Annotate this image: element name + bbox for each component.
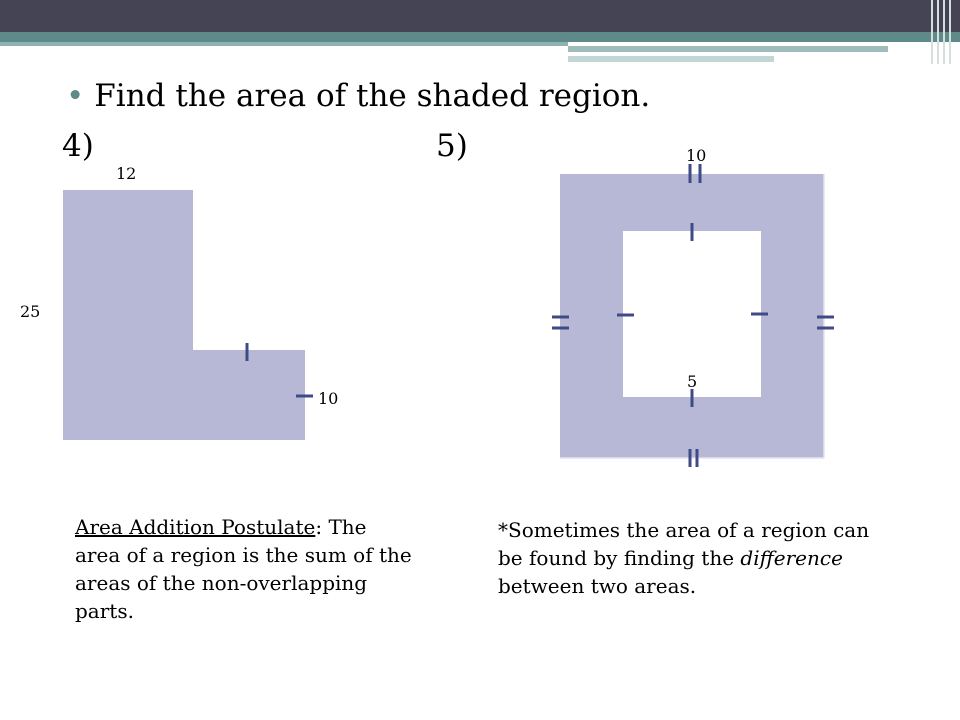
l-shape-region: [63, 190, 305, 440]
difference-suffix: between two areas.: [498, 574, 697, 598]
dimension-label-top: 12: [116, 164, 137, 183]
problem-5-label: 5): [436, 128, 468, 164]
postulate-body: The area of a region is the sum of the areas of the non-overlapping parts.: [75, 515, 412, 623]
postulate-note: [75, 513, 415, 625]
dimension-label-small-side: 10: [318, 389, 339, 408]
title-text: Find the area of the shaded region.: [94, 78, 651, 114]
bullet-dot-icon: •: [66, 78, 85, 114]
problem-4-label: 4): [62, 128, 94, 164]
difference-word: difference: [740, 546, 843, 570]
dimension-label-inner: 5: [687, 372, 698, 391]
postulate-heading: Area Addition Postulate: [75, 515, 316, 539]
postulate-colon: :: [315, 515, 323, 539]
dimension-label-height: 25: [20, 302, 41, 321]
dimension-label-outer: 10: [686, 146, 707, 165]
difference-prefix: *Sometimes the area of a region can be found by finding the: [498, 518, 870, 570]
difference-note: [498, 516, 898, 600]
